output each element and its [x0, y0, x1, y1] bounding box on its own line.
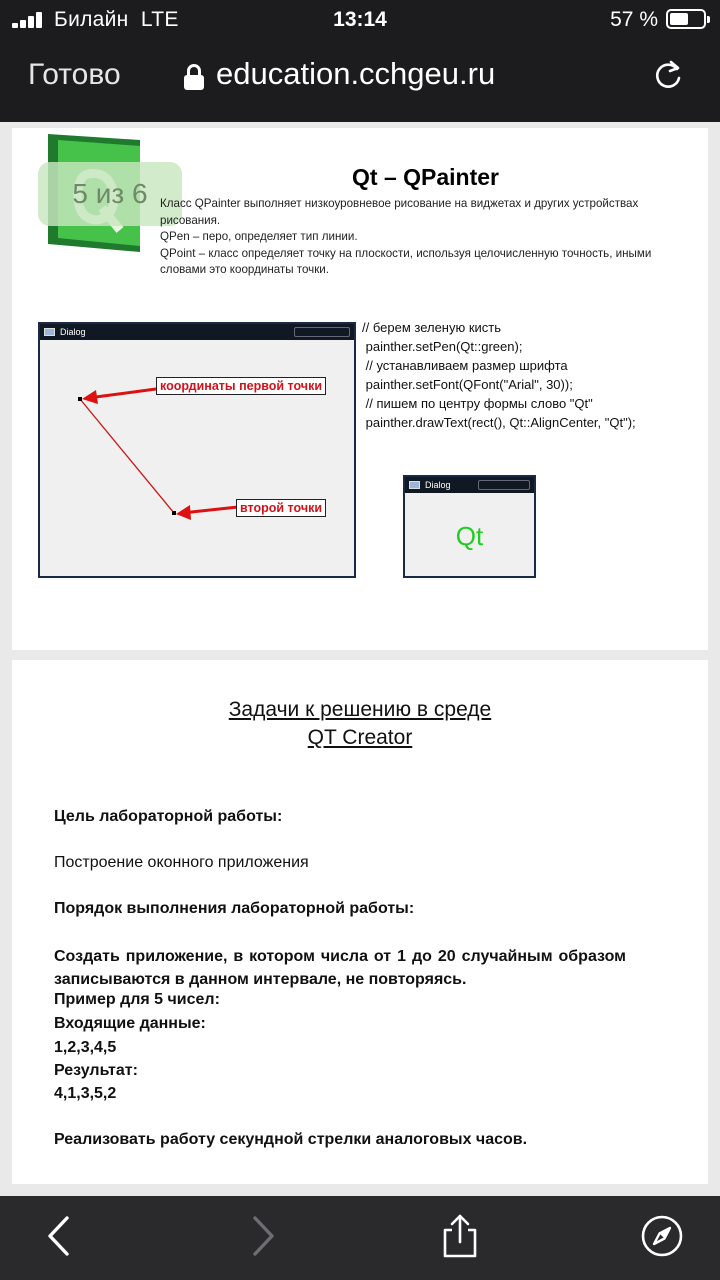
slide-title: Qt – QPainter	[352, 164, 499, 190]
share-icon[interactable]	[438, 1214, 482, 1258]
task-text: Создать приложение, в котором числа от 1 до 20 случайным образом записываются в данном интервале, не повторяясь.	[54, 948, 626, 988]
code-line: // устанавливаем размер шрифта	[362, 358, 568, 373]
input-value: 1,2,3,4,5	[54, 1039, 117, 1056]
code-snippet	[362, 318, 636, 432]
battery-icon	[666, 9, 706, 29]
carrier-name: Билайн	[54, 8, 129, 31]
task2-text: Реализовать работу секундной стрелки аналоговых часов.	[54, 1131, 528, 1148]
page-indicator: 5 из 6	[38, 162, 182, 226]
result-label: Результат:	[54, 1062, 138, 1079]
window-controls	[478, 480, 530, 490]
order-heading: Порядок выполнения лабораторной работы:	[54, 900, 415, 917]
lock-icon	[184, 64, 204, 90]
network-type: LTE	[140, 8, 179, 31]
battery-level-fill	[670, 13, 688, 25]
code-line: painther.setFont(QFont("Arial", 30));	[362, 377, 573, 392]
reload-icon[interactable]	[650, 58, 686, 94]
back-icon[interactable]	[38, 1214, 82, 1258]
description-line: Класс QPainter выполняет низкоуровневое рисование на виджетах и других устройствах рисования.	[160, 197, 639, 227]
annotation-first-point: координаты первой точки	[156, 377, 326, 395]
code-line: // берем зеленую кисть	[362, 320, 502, 335]
status-time: 13:14	[333, 8, 387, 31]
slide-description	[160, 196, 690, 279]
description-line: QPen – перо, определяет тип линии.	[160, 230, 358, 243]
title-line: Задачи к решению в среде	[228, 698, 492, 721]
code-line: painther.drawText(rect(), Qt::AlignCenter, "Qt");	[362, 415, 636, 430]
example-label: Пример для 5 чисел:	[54, 991, 220, 1008]
code-line: painther.setPen(Qt::green);	[362, 339, 523, 354]
input-label: Входящие данные:	[54, 1015, 206, 1032]
window-icon	[409, 481, 420, 489]
compass-icon[interactable]	[640, 1214, 684, 1258]
title-line: QT Creator	[307, 726, 413, 749]
forward-icon[interactable]	[240, 1214, 284, 1258]
result-value: 4,1,3,5,2	[54, 1085, 117, 1102]
goal-heading: Цель лабораторной работы:	[54, 808, 283, 825]
slide-tasks	[12, 660, 708, 1184]
dialog-qt-result	[403, 475, 536, 578]
browser-top-bar	[0, 0, 720, 122]
url-field[interactable]: education.cchgeu.ru	[216, 56, 496, 91]
line-drawing	[40, 324, 354, 576]
address-bar	[0, 44, 720, 108]
slide-qpainter	[12, 128, 708, 650]
dialog-points-illustration	[38, 322, 356, 578]
done-button[interactable]: Готово	[28, 58, 121, 91]
annotation-second-point: второй точки	[236, 499, 326, 517]
code-line: // пишем по центру формы слово "Qt"	[362, 396, 593, 411]
dialog-title: Dialog	[60, 327, 86, 337]
status-bar	[0, 0, 720, 40]
slide-title	[12, 696, 708, 752]
dialog-title: Dialog	[425, 480, 451, 490]
dialog-qt-text: Qt	[455, 521, 484, 551]
browser-toolbar	[0, 1196, 720, 1280]
dialog-titlebar	[405, 477, 534, 493]
battery-percent: 57 %	[610, 8, 658, 31]
description-line: QPoint – класс определяет точку на плоскости, используя целочисленную точность, иными словами это координаты точки.	[160, 246, 652, 276]
goal-text: Построение оконного приложения	[54, 854, 309, 871]
